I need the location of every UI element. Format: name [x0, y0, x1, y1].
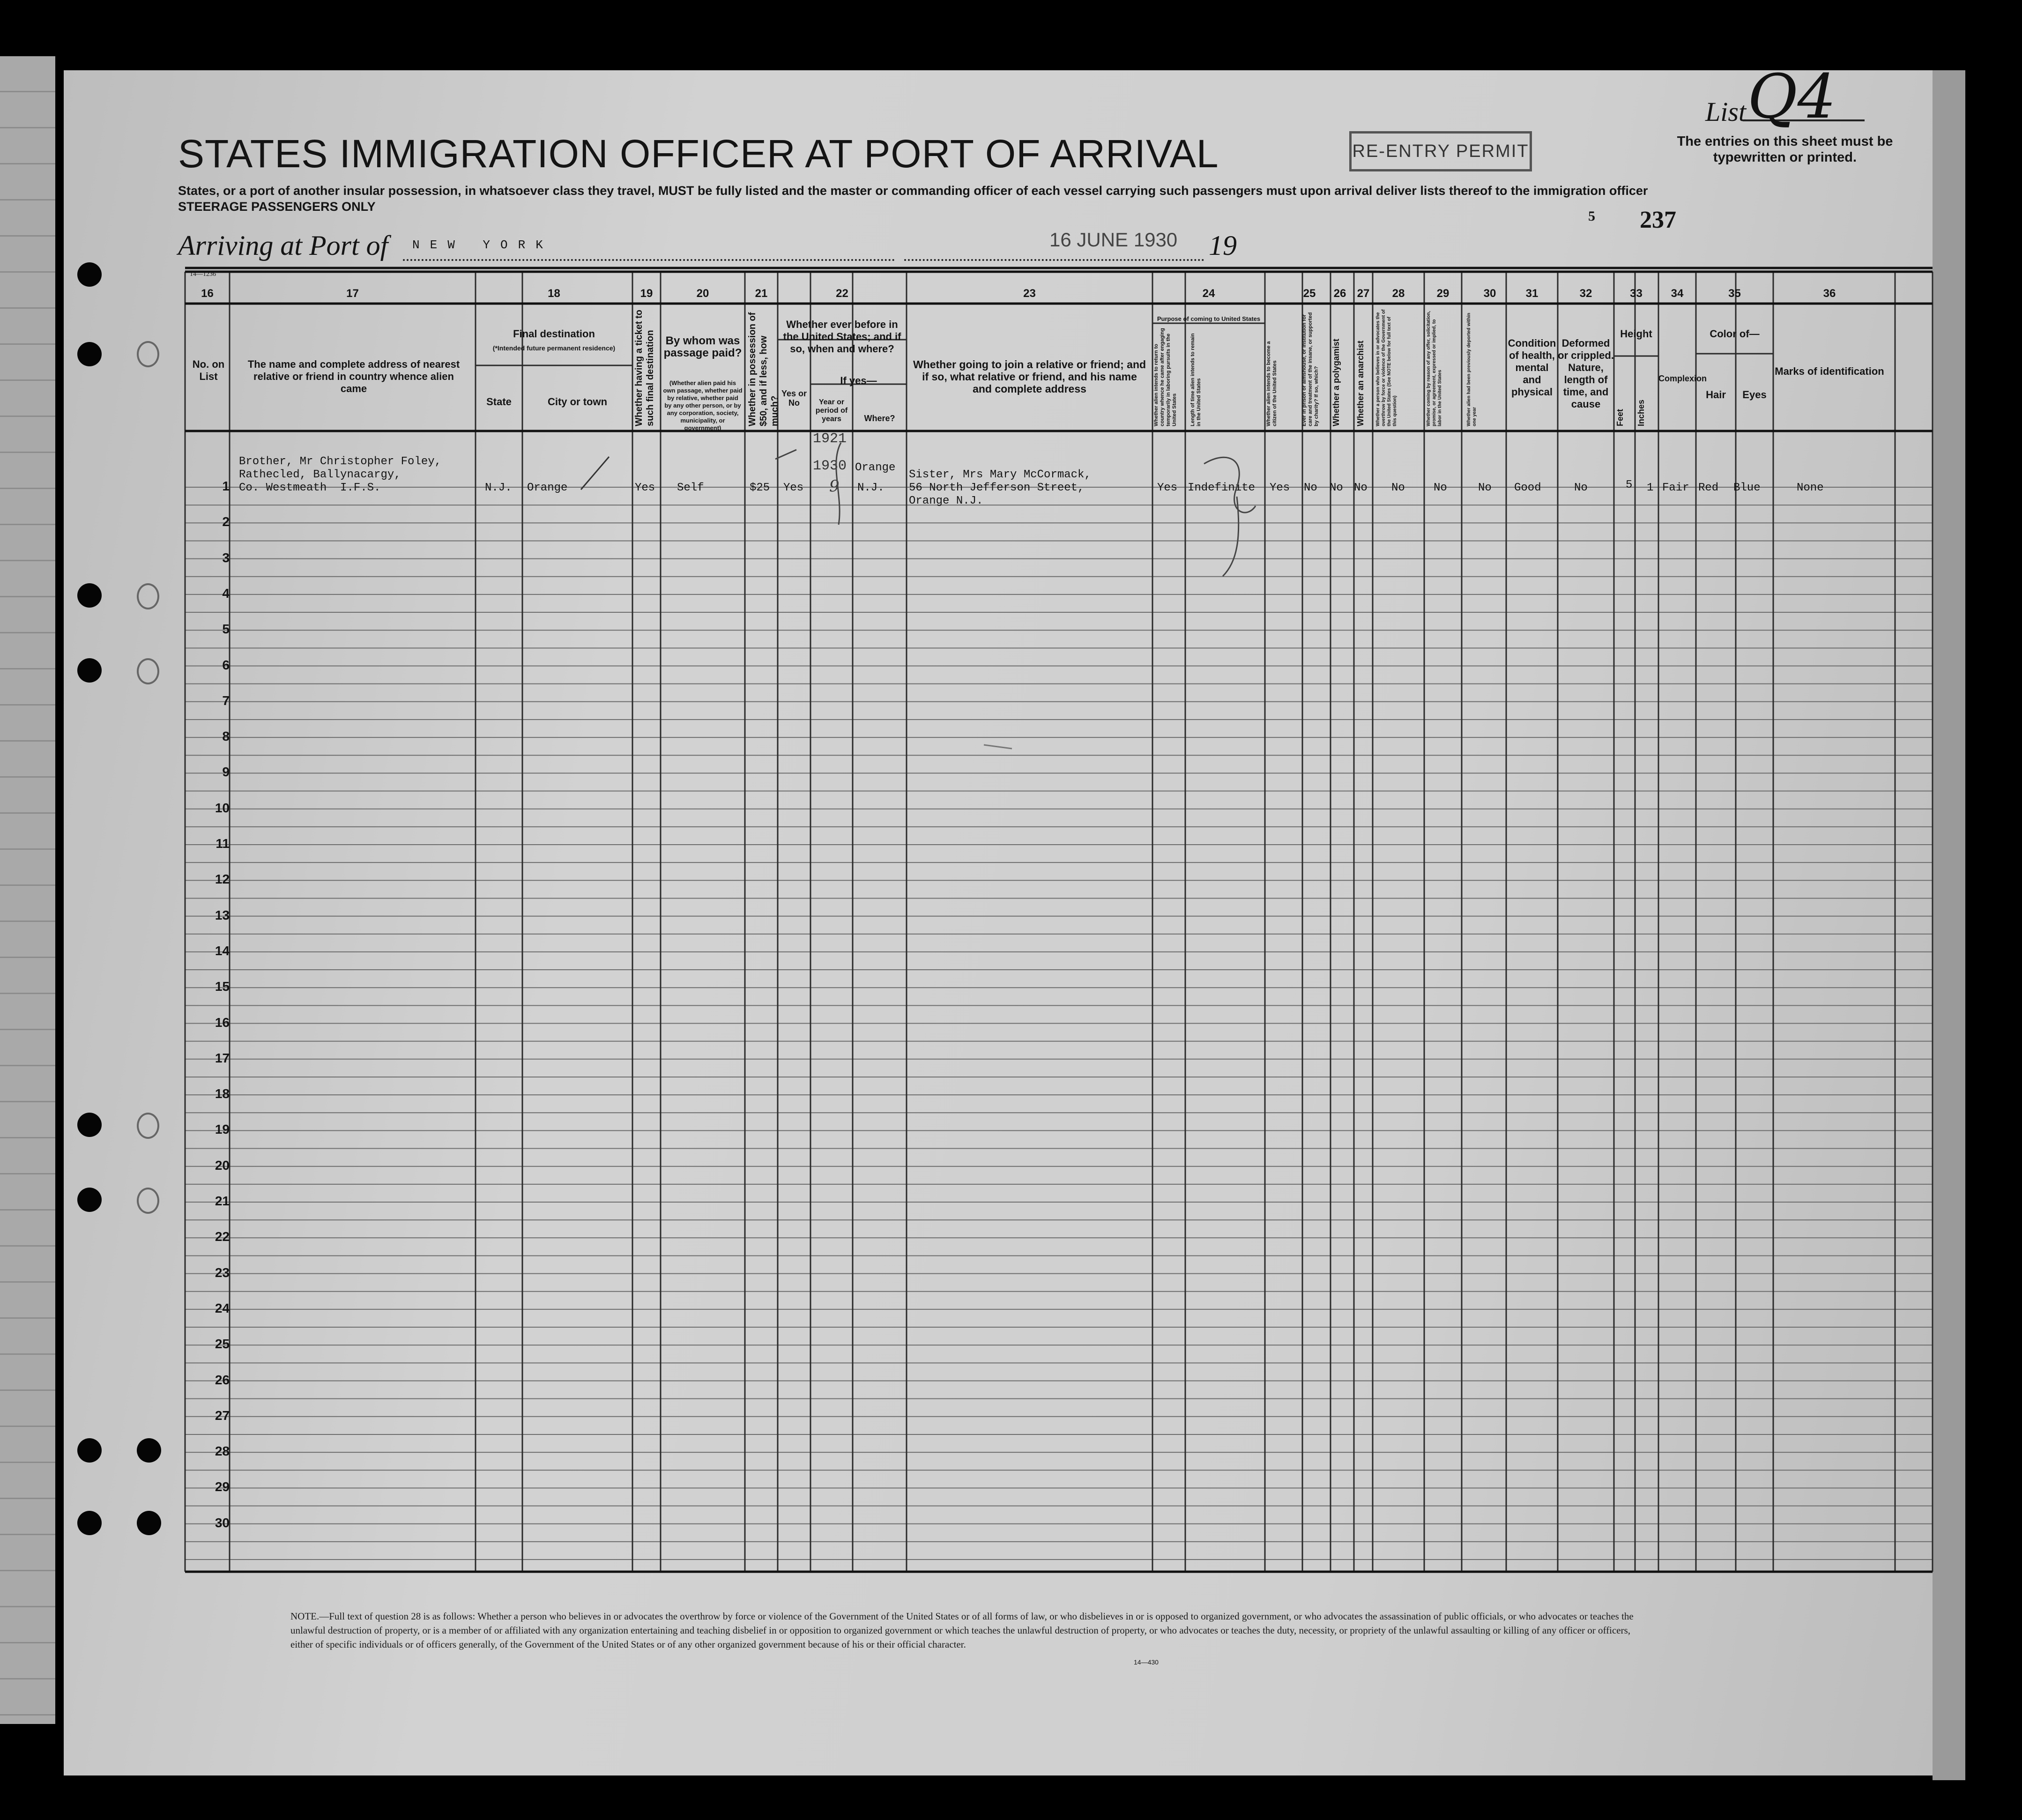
header-nearest-relative: The name and complete address of nearest relative or friend in country whence alien came	[247, 358, 460, 394]
q28-answer: No	[1391, 482, 1405, 494]
length-of-stay: Indefinite	[1188, 482, 1256, 494]
row-number: 5	[222, 622, 230, 637]
column-number: 30	[1483, 287, 1496, 300]
check-mark	[581, 457, 609, 490]
header-state: State	[486, 396, 512, 408]
column-number: 24	[1202, 287, 1215, 300]
header-deported: Whether alien had been previously deported within one year	[1466, 312, 1477, 426]
list-number: Q4	[1747, 61, 1836, 132]
where-state: N.J.	[857, 482, 885, 494]
instruction-line-1: States, or a port of another insular possession, in whatsoever class they travel, MUST be fully listed and the master or commanding officer of each vessel carrying such passengers must upon arrival deliver lists thereof to the immigration officer	[178, 184, 1648, 198]
q29-answer: No	[1434, 482, 1447, 494]
header-citizen-intent: Whether alien intends to become a citizen of the United States	[1266, 341, 1278, 426]
instruction-line-2: STEERAGE PASSENGERS ONLY	[178, 200, 376, 214]
row-number: 24	[215, 1300, 230, 1315]
row-number: 16	[215, 1015, 230, 1030]
polygamist: No	[1330, 482, 1343, 494]
height-feet: 5	[1626, 479, 1633, 491]
row-number: 17	[215, 1050, 230, 1065]
ticket: Yes	[635, 482, 655, 494]
date-stamp: 16 JUNE 1930	[1049, 229, 1178, 251]
column-number: 23	[1023, 287, 1036, 300]
typewritten-note: The entries on this sheet must be typewritten or printed.	[1677, 134, 1893, 165]
header-feet: Feet	[1615, 409, 1625, 426]
row-number: 18	[215, 1086, 230, 1101]
page-title: STATES IMMIGRATION OFFICER AT PORT OF ARRIVAL	[178, 132, 1219, 176]
header-purpose: Purpose of coming to United States	[1157, 315, 1261, 322]
years-from: 1921	[813, 431, 847, 447]
column-number: 26	[1333, 287, 1346, 300]
deported: No	[1478, 482, 1492, 494]
sheet-code: 5	[1588, 208, 1595, 224]
form-code-top: 14—1236	[190, 271, 216, 278]
row-number: 28	[215, 1444, 230, 1459]
row-number: 21	[215, 1194, 230, 1208]
header-inches: Inches	[1636, 399, 1646, 426]
join-line-2: 56 North Jefferson Street,	[909, 482, 1085, 494]
pencil-scribble	[775, 443, 841, 525]
destination-state: N.J.	[485, 482, 512, 494]
header-city: City or town	[547, 396, 608, 408]
column-number: 34	[1671, 287, 1684, 300]
header-return-intent: Whether alien intends to return to country whence he came after engaging temporarily in laboring pursuits in the United States	[1153, 328, 1177, 426]
relative-line-2: Rathecled, Ballynacargy,	[239, 468, 401, 481]
relative-line-3: Co. Westmeath I.F.S.	[239, 482, 381, 494]
header-marks: Marks of identification	[1775, 365, 1884, 377]
health: Good	[1514, 482, 1541, 494]
deformed: No	[1574, 482, 1588, 494]
column-number: 27	[1357, 287, 1370, 300]
sheet-number: 237	[1640, 207, 1676, 233]
header-length-of-stay: Length of time alien intends to remain in the United States	[1190, 333, 1202, 426]
height-inches: 1	[1647, 482, 1654, 494]
column-number: 19	[640, 287, 653, 300]
header-q28: Whether a person who believes in or advocates the overthrow by force or violence of the Government of the United States (See NOTE below for full text of this question)	[1375, 309, 1398, 426]
eye-color: Blue	[1733, 482, 1761, 494]
row-number: 29	[215, 1479, 230, 1494]
header-height: Height	[1620, 328, 1652, 340]
row-number: 25	[215, 1337, 230, 1352]
row-number: 1	[222, 479, 230, 493]
pencil-scribble	[984, 745, 1012, 749]
header-before-in-us: Whether ever before in the United States; and if so, when and where?	[783, 319, 901, 355]
header-color-of: Color of—	[1710, 328, 1760, 340]
row-number: 8	[222, 729, 230, 744]
header-final-destination-note: (*Intended future permanent residence)	[492, 344, 616, 352]
header-prison: Ever in prison or almshouse, or institution for care and treatment of the insane, or supported by charity? If so, which?	[1301, 312, 1319, 426]
header-anarchist: Whether an anarchist	[1356, 340, 1365, 426]
row-number: 12	[215, 872, 230, 887]
header-where: Where?	[864, 414, 895, 423]
row-number: 3	[222, 550, 230, 565]
column-number: 25	[1303, 287, 1316, 300]
header-final-destination: Final destination	[513, 328, 595, 340]
header-polygamist: Whether a polygamist	[1331, 338, 1341, 426]
relative-line-1: Brother, Mr Christopher Foley,	[239, 455, 442, 468]
footer-note: NOTE.—Full text of question 28 is as follows: Whether a person who believes in or advocates the overthrow by force or violence of the Government of the United States or of all forms of law, or who disbelieves in or is opposed to organized government, or who advocates the assassination of public officials, or who advocates or teaches the unlawful destruction of property, or is a member of or affiliated with any organization entertaining and teaching disbelief in or opposition to organized government or which teaches the unlawful destruction of property, or who advocates or teaches the duty, necessity, or propriety of the unlawful assaulting or killing of any officer or officers, either of specific individuals or of officers generally, of the Government of the United States or of any other organized government because of his or their official character.	[290, 1611, 1634, 1650]
year-prefix: 19	[1209, 230, 1237, 261]
destination-city: Orange	[527, 482, 568, 494]
column-number: 28	[1392, 287, 1405, 300]
header-ticket: Whether having a ticket to such final destination	[634, 310, 655, 426]
header-money: Whether in possession of $50, and if less, how much?	[747, 312, 780, 426]
passage-paid-by: Self	[677, 482, 704, 494]
header-health: Condition of health, mental and physical	[1508, 337, 1556, 398]
row-number: 2	[222, 514, 230, 529]
row-number: 6	[222, 657, 230, 672]
row-number: 10	[215, 800, 230, 815]
row-number: 9	[222, 765, 230, 780]
column-number: 32	[1579, 287, 1592, 300]
join-line-3: Orange N.J.	[909, 495, 983, 507]
column-number: 22	[836, 287, 848, 300]
list-label: List	[1705, 97, 1747, 127]
column-number: 29	[1436, 287, 1450, 300]
complexion: Fair	[1662, 482, 1689, 494]
row-number: 23	[215, 1265, 230, 1280]
column-number: 31	[1525, 287, 1539, 300]
row-number: 27	[215, 1408, 230, 1423]
row-number: 22	[215, 1229, 230, 1244]
marks: None	[1797, 482, 1824, 494]
header-if-yes: If yes—	[840, 375, 877, 386]
port-value: NEW YORK	[412, 238, 553, 252]
row-number: 30	[215, 1515, 230, 1530]
row-number: 20	[215, 1158, 230, 1173]
column-number: 17	[346, 287, 359, 300]
row-number: 14	[215, 943, 230, 958]
header-eyes: Eyes	[1742, 389, 1767, 401]
column-number: 20	[696, 287, 709, 300]
header-no-on-list: No. on List	[192, 358, 225, 382]
column-number: 21	[755, 287, 768, 300]
row-number: 19	[215, 1122, 230, 1137]
prison: No	[1304, 482, 1317, 494]
row-number: 13	[215, 907, 230, 922]
header-yes-or-no: Yes or No	[781, 389, 807, 408]
years-count: 9	[829, 477, 840, 496]
column-number: 36	[1823, 287, 1836, 300]
footer-code: 14—430	[1134, 1658, 1159, 1666]
header-passage-paid: By whom was passage paid?	[663, 334, 742, 359]
row-number: 15	[215, 979, 230, 994]
column-number: 35	[1728, 287, 1741, 300]
anarchist: No	[1354, 482, 1368, 494]
header-join-relative: Whether going to join a relative or friend; and if so, what relative or friend, and his name and complete address	[913, 358, 1146, 395]
arriving-label: Arriving at Port of	[178, 230, 388, 261]
header-hair: Hair	[1706, 389, 1726, 401]
join-line-1: Sister, Mrs Mary McCormack,	[909, 468, 1091, 481]
header-passage-paid-note: (Whether alien paid his own passage, whether paid by relative, whether paid by any other person, or by any corporation, society, municipality, or government)	[663, 379, 743, 431]
pencil-scribble	[1204, 457, 1256, 576]
header-deformed: Deformed or crippled. Nature, length of time, and cause	[1558, 337, 1614, 410]
row-number: 7	[222, 693, 230, 708]
return-intent: Yes	[1157, 482, 1178, 494]
column-number: 33	[1630, 287, 1643, 300]
column-number: 16	[201, 287, 214, 300]
header-years: Year or period of years	[815, 398, 848, 423]
hair-color: Red	[1698, 482, 1719, 494]
header-q29: Whether coming by reason of any offer, solicitation, promise, or agreement, expressed or implied, to labor in the United States	[1426, 311, 1442, 426]
row-number: 26	[215, 1372, 230, 1387]
where-city: Orange	[855, 461, 896, 474]
row-number: 11	[216, 836, 230, 851]
years-to: 1930	[813, 458, 847, 474]
header-complexion: Complexion	[1658, 374, 1707, 383]
before-in-us: Yes	[783, 482, 804, 494]
citizen-intent: Yes	[1270, 482, 1290, 494]
row-number: 4	[222, 586, 230, 601]
column-number: 18	[548, 287, 560, 300]
reentry-permit-stamp: RE-ENTRY PERMIT	[1349, 131, 1532, 171]
money: $25	[750, 482, 770, 494]
